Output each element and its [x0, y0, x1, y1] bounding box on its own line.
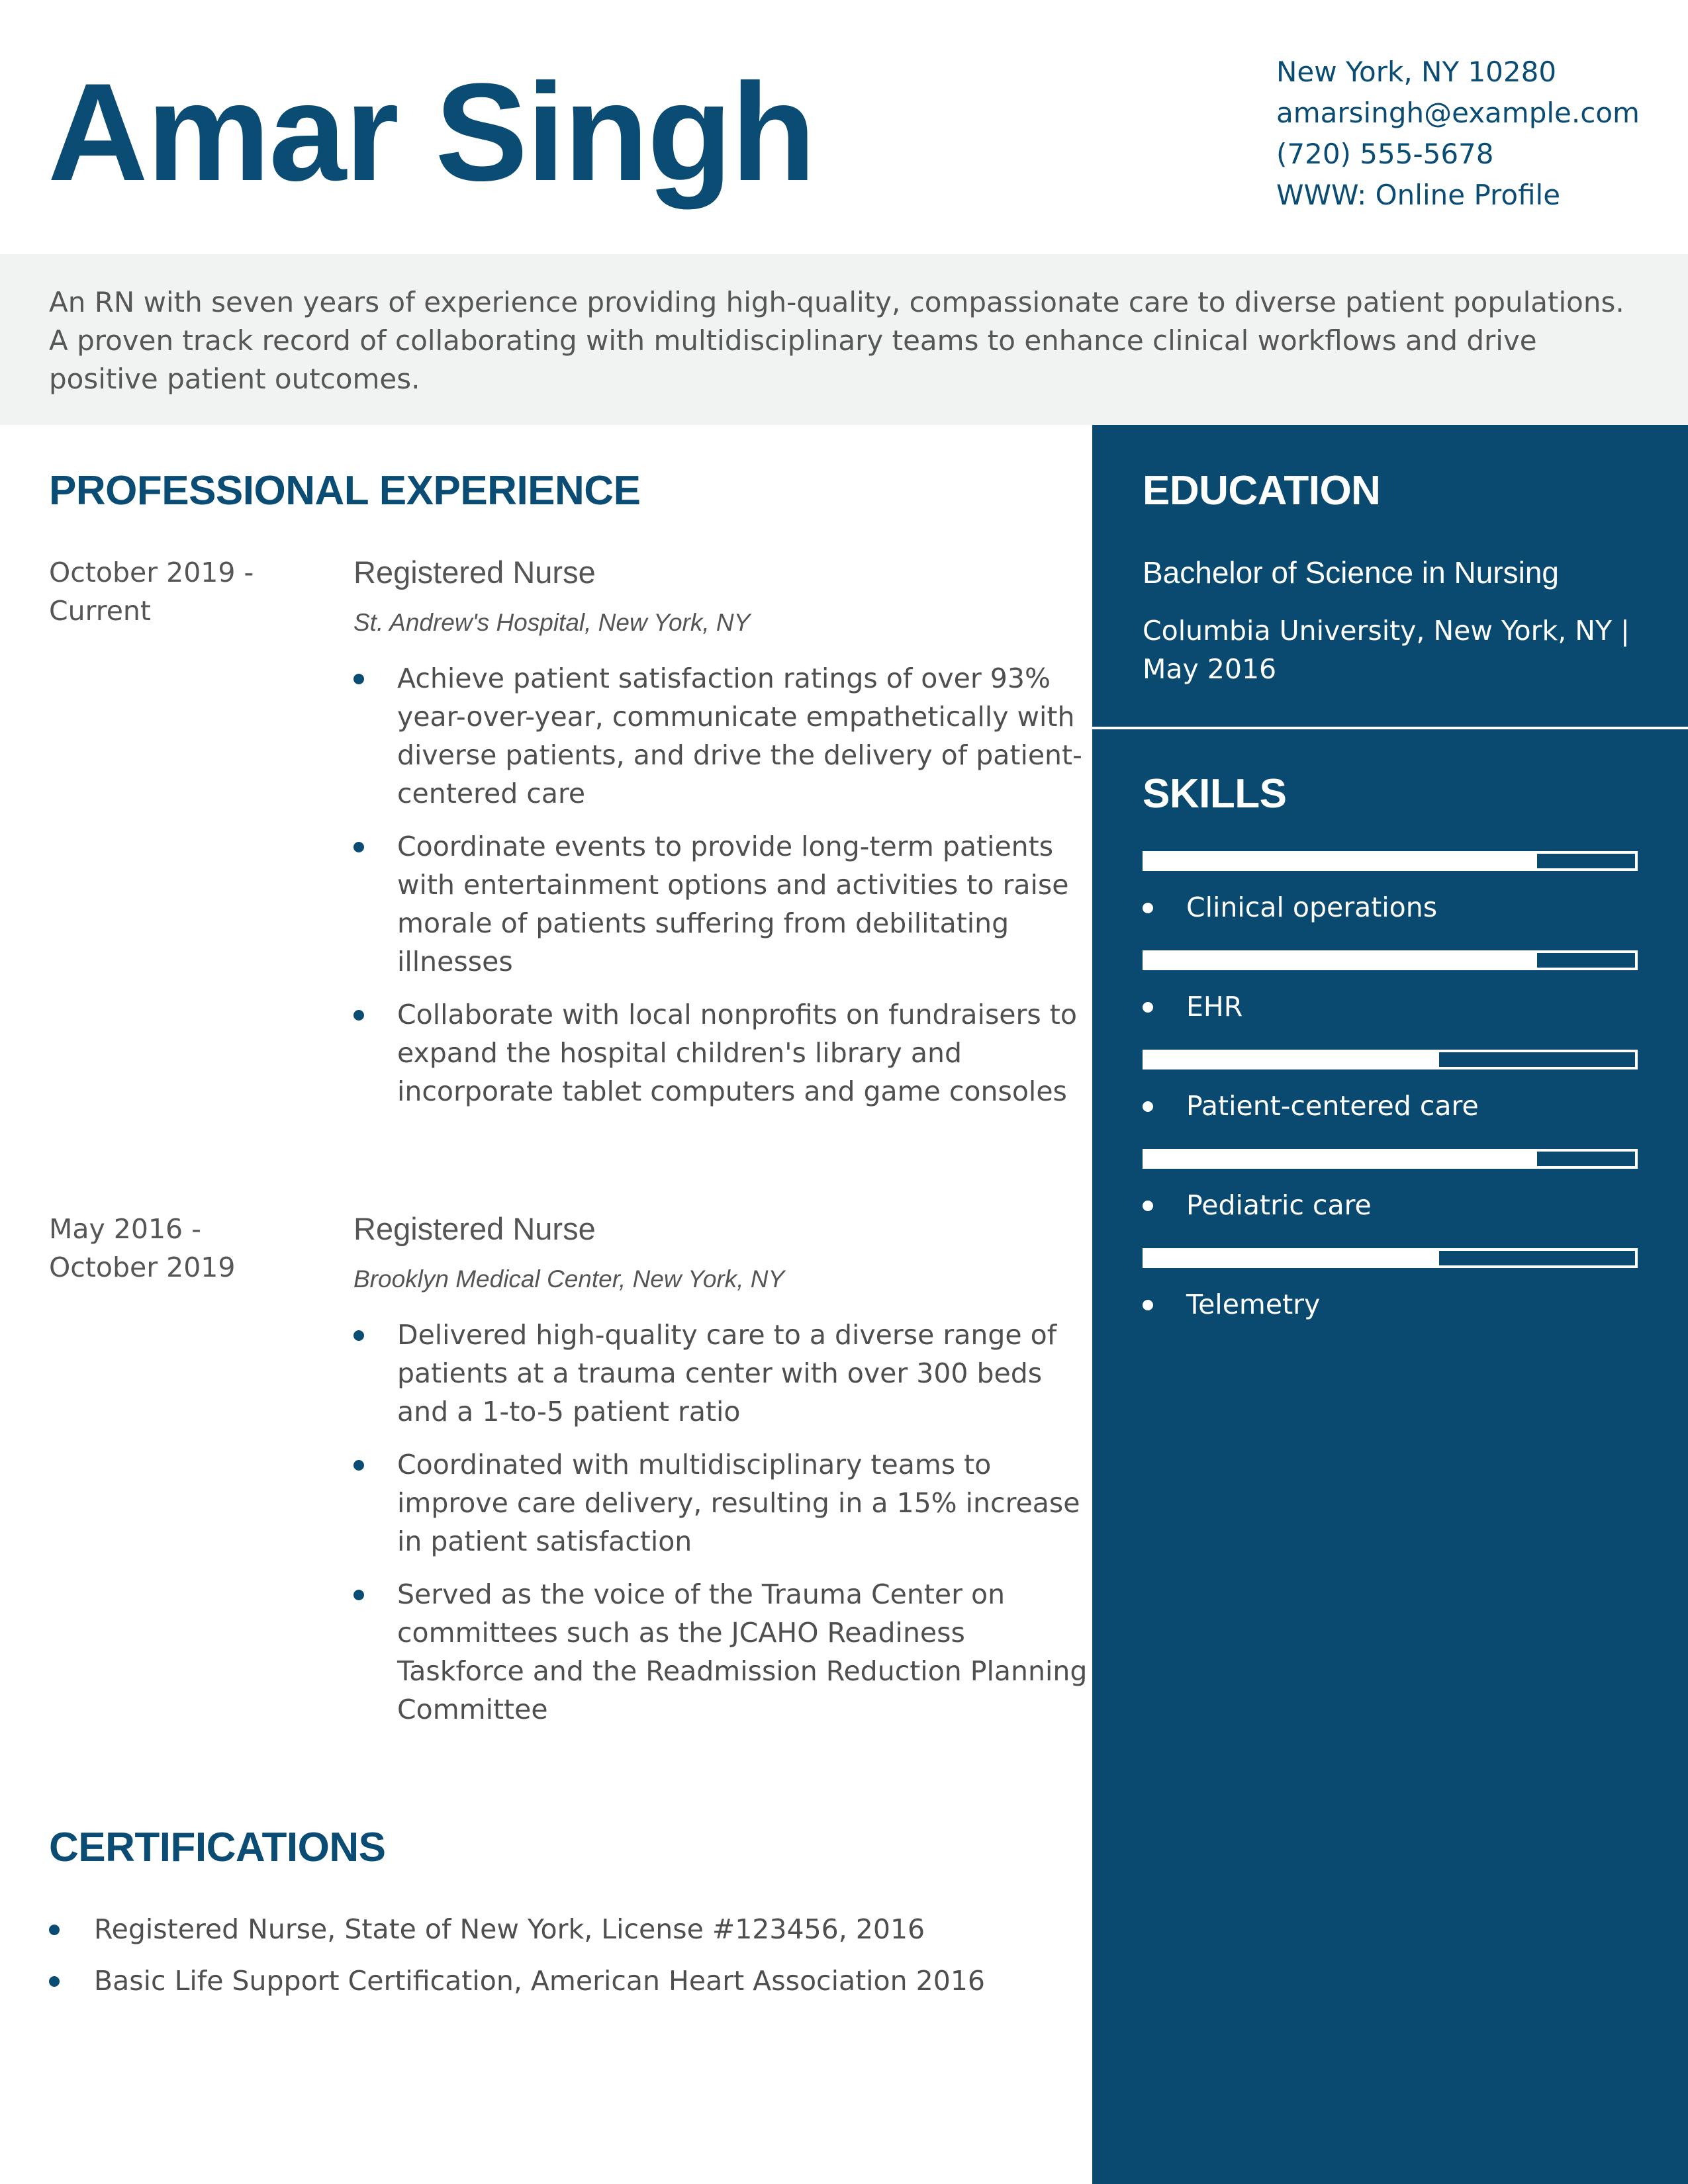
sidebar-divider	[1092, 727, 1688, 729]
certifications-list	[49, 1910, 1042, 2013]
job-title: Registered Nurse	[353, 1211, 596, 1246]
skill-level-bar	[1143, 1050, 1638, 1069]
bullet-icon	[1143, 1002, 1153, 1013]
bullet-item	[353, 1316, 1088, 1431]
bullet-text: Served as the voice of the Trauma Center on committees such as the JCAHO Readiness Taskforce and the Readmission Reduction Planning Committee	[397, 1578, 1088, 1725]
job-dates: October 2019 - Current	[49, 557, 254, 627]
professional-summary: An RN with seven years of experience providing high-quality, compassionate care to diverse patient populations. A proven track record of collaborating with multidisciplinary teams to enhance clinical workflows and drive positive patient outcomes.	[49, 286, 1624, 395]
bullet-icon	[353, 1010, 364, 1021]
contact-phone[interactable]: (720) 555-5678	[1276, 138, 1494, 170]
education-school: Columbia University, New York, NY | May 2016	[1143, 615, 1630, 685]
bullet-icon	[353, 1330, 364, 1341]
skills-heading: SKILLS	[1143, 771, 1287, 817]
bullet-item	[353, 1575, 1088, 1729]
bullet-icon	[353, 1590, 364, 1600]
bullet-icon	[353, 842, 364, 852]
skill-level-fill	[1145, 854, 1537, 868]
skill-level-fill	[1145, 1052, 1439, 1067]
job-title: Registered Nurse	[353, 555, 596, 590]
skill-label	[1143, 1186, 1372, 1224]
certifications-heading: CERTIFICATIONS	[49, 1825, 386, 1870]
job-bullets	[353, 659, 1088, 1125]
skill-level-fill	[1145, 1152, 1537, 1166]
experience-heading: PROFESSIONAL EXPERIENCE	[49, 468, 641, 514]
contact-email[interactable]: amarsingh@example.com	[1276, 97, 1640, 129]
job-bullets	[353, 1316, 1088, 1743]
skill-label	[1143, 987, 1243, 1026]
bullet-text: Coordinate events to provide long-term patients with entertainment options and activities to raise morale of patients suffering from debilitating illnesses	[397, 831, 1069, 978]
skill-label	[1143, 1285, 1320, 1324]
bullet-item	[353, 1445, 1088, 1561]
bullet-text: Delivered high-quality care to a diverse range of patients at a trauma center with over 300 beds and a 1-to-5 patient ratio	[397, 1319, 1057, 1428]
contact-info	[1276, 52, 1640, 216]
contact-website[interactable]: WWW: Online Profile	[1276, 179, 1561, 211]
certification-text: Basic Life Support Certification, American Heart Association 2016	[94, 1965, 985, 1997]
bullet-text: Collaborate with local nonprofits on fundraisers to expand the hospital children's library and incorporate tablet computers and game consoles	[397, 999, 1077, 1107]
candidate-name: Amar Singh	[48, 54, 815, 210]
bullet-item	[353, 659, 1088, 813]
bullet-item	[353, 995, 1088, 1111]
bullet-icon	[353, 674, 364, 684]
bullet-icon	[1143, 903, 1153, 913]
bullet-icon	[353, 1460, 364, 1471]
bullet-icon	[1143, 1300, 1153, 1310]
education-heading: EDUCATION	[1143, 468, 1381, 514]
bullet-icon	[1143, 1201, 1153, 1211]
skill-text: Patient-centered care	[1186, 1090, 1479, 1122]
bullet-icon	[49, 1925, 60, 1935]
bullet-text: Achieve patient satisfaction ratings of over 93% year-over-year, communicate empathetically with diverse patients, and drive the delivery of patient-centered care	[397, 662, 1082, 809]
skill-level-fill	[1145, 1251, 1439, 1265]
skill-level-bar	[1143, 1149, 1638, 1169]
skill-label	[1143, 888, 1437, 927]
education-degree: Bachelor of Science in Nursing	[1143, 555, 1559, 590]
bullet-icon	[1143, 1101, 1153, 1112]
skill-text: Clinical operations	[1186, 891, 1438, 923]
contact-location: New York, NY 10280	[1276, 56, 1557, 88]
skill-text: Telemetry	[1186, 1289, 1321, 1320]
skill-label	[1143, 1087, 1479, 1125]
bullet-icon	[49, 1976, 60, 1987]
certification-text: Registered Nurse, State of New York, License #123456, 2016	[94, 1913, 925, 1945]
job-employer: Brooklyn Medical Center, New York, NY	[353, 1265, 785, 1293]
skill-text: Pediatric care	[1186, 1189, 1372, 1221]
job-dates: May 2016 - October 2019	[49, 1213, 236, 1283]
skill-level-bar	[1143, 1248, 1638, 1268]
certification-item	[49, 1962, 1042, 2000]
certification-item	[49, 1910, 1042, 1948]
skill-level-bar	[1143, 950, 1638, 970]
skill-level-bar	[1143, 851, 1638, 871]
skill-level-fill	[1145, 953, 1537, 968]
job-employer: St. Andrew's Hospital, New York, NY	[353, 609, 751, 636]
bullet-text: Coordinated with multidisciplinary teams to improve care delivery, resulting in a 15% increase in patient satisfaction	[397, 1449, 1080, 1557]
skill-text: EHR	[1186, 991, 1243, 1023]
bullet-item	[353, 827, 1088, 981]
